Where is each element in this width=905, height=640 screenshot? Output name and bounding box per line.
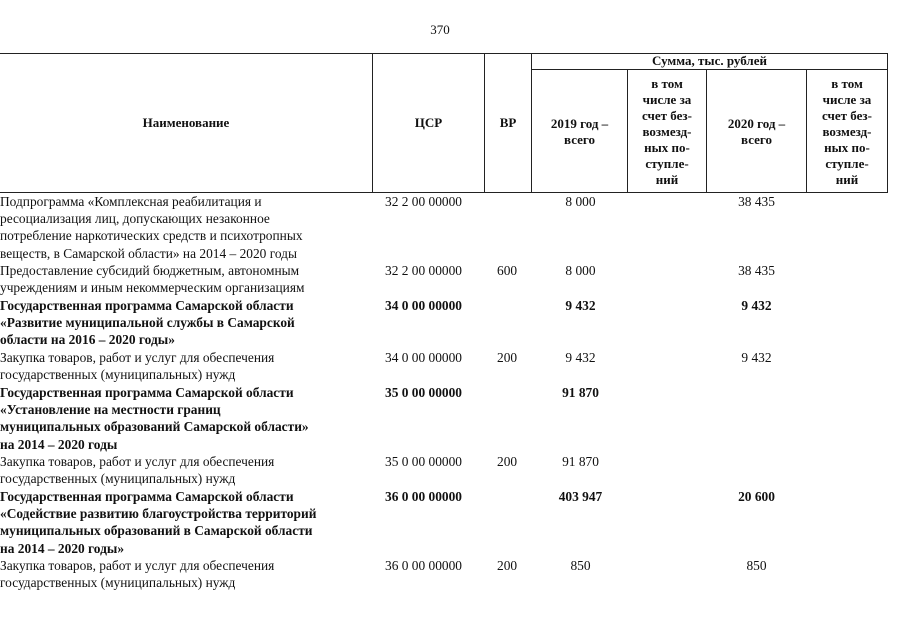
row-2020-total: 9 432 bbox=[741, 350, 772, 365]
row-name-line: веществ, в Самарской области» на 2014 – 2020 годы bbox=[0, 245, 297, 261]
row-name bbox=[0, 384, 372, 453]
header-2020-total-line: всего bbox=[741, 131, 772, 147]
row-name bbox=[0, 453, 372, 487]
row-name-line: государственных (муниципальных) нужд bbox=[0, 367, 236, 383]
header-2019-total-line: всего bbox=[564, 131, 595, 147]
row-2020-total: 38 435 bbox=[738, 263, 775, 278]
row-vr: 200 bbox=[497, 350, 518, 365]
row-vr: 600 bbox=[497, 263, 518, 278]
header-incl-line: счет без- bbox=[642, 107, 692, 123]
row-2019-total: 9 432 bbox=[565, 350, 596, 365]
row-name bbox=[0, 557, 372, 591]
row-2019-total: 91 870 bbox=[562, 385, 599, 400]
header-incl-line: ных по- bbox=[644, 139, 690, 155]
header-incl-line: возмезд- bbox=[822, 123, 872, 139]
row-name bbox=[0, 297, 372, 349]
row-name-line: Закупка товаров, работ и услуг для обеспечения bbox=[0, 454, 275, 469]
row-name-line: учреждениям и иным некоммерческим организациям bbox=[0, 280, 305, 296]
header-sum-group: Сумма, тыс. рублей bbox=[652, 53, 767, 68]
row-vr: 200 bbox=[497, 558, 518, 573]
header-2019-total bbox=[532, 70, 627, 193]
row-name-line: Закупка товаров, работ и услуг для обеспечения bbox=[0, 350, 275, 365]
row-csr: 32 2 00 00000 bbox=[385, 263, 462, 278]
header-incl-line: ных по- bbox=[824, 139, 870, 155]
row-csr: 34 0 00 00000 bbox=[385, 350, 462, 365]
header-incl-line: в том bbox=[831, 75, 863, 91]
row-name-line: Подпрограмма «Комплексная реабилитация и bbox=[0, 194, 262, 209]
row-csr: 32 2 00 00000 bbox=[385, 194, 462, 209]
row-name-line: Государственная программа Самарской области bbox=[0, 385, 294, 400]
header-incl-line: ступле- bbox=[825, 155, 869, 171]
row-name-line: Государственная программа Самарской области bbox=[0, 489, 294, 504]
row-2019-total: 403 947 bbox=[558, 489, 603, 504]
row-name-line: государственных (муниципальных) нужд bbox=[0, 471, 236, 487]
row-2019-total: 8 000 bbox=[565, 263, 596, 278]
row-vr: 200 bbox=[497, 454, 518, 469]
header-csr: ЦСР bbox=[414, 115, 443, 130]
row-name bbox=[0, 349, 372, 383]
row-name-line: Предоставление субсидий бюджетным, автономным bbox=[0, 263, 300, 278]
row-2020-total: 850 bbox=[746, 558, 767, 573]
row-2020-total: 38 435 bbox=[738, 194, 775, 209]
row-name-line: Закупка товаров, работ и услуг для обеспечения bbox=[0, 558, 275, 573]
row-2019-total: 8 000 bbox=[565, 194, 596, 209]
header-incl-line: ний bbox=[655, 171, 679, 187]
header-2019-incl-free bbox=[628, 70, 706, 193]
header-2020-total bbox=[707, 70, 806, 193]
row-name-line: потребление наркотических средств и психотропных bbox=[0, 228, 303, 244]
row-csr: 35 0 00 00000 bbox=[385, 385, 462, 400]
row-name bbox=[0, 488, 372, 557]
row-2020-total: 9 432 bbox=[741, 298, 772, 313]
row-name-line: на 2014 – 2020 годы» bbox=[0, 540, 125, 556]
table-header bbox=[0, 53, 888, 193]
row-csr: 36 0 00 00000 bbox=[385, 489, 462, 504]
row-name-line: области на 2016 – 2020 годы» bbox=[0, 332, 175, 348]
row-name-line: «Развитие муниципальной службы в Самарской bbox=[0, 315, 295, 331]
row-name-line: «Содействие развитию благоустройства территорий bbox=[0, 506, 317, 522]
header-2019-total-line: 2019 год – bbox=[550, 115, 609, 131]
row-name-line: муниципальных образований в Самарской области bbox=[0, 523, 313, 539]
row-name-line: «Установление на местности границ bbox=[0, 402, 221, 418]
header-2020-total-line: 2020 год – bbox=[727, 115, 786, 131]
row-name bbox=[0, 262, 372, 296]
header-incl-line: возмезд- bbox=[642, 123, 692, 139]
row-name-line: государственных (муниципальных) нужд bbox=[0, 575, 236, 591]
header-incl-line: в том bbox=[651, 75, 683, 91]
header-vr: ВР bbox=[499, 115, 517, 130]
header-incl-line: ний bbox=[835, 171, 859, 187]
header-name: Наименование bbox=[142, 115, 230, 130]
row-csr: 35 0 00 00000 bbox=[385, 454, 462, 469]
row-2019-total: 850 bbox=[570, 558, 591, 573]
header-incl-line: ступле- bbox=[645, 155, 689, 171]
row-name-line: на 2014 – 2020 годы bbox=[0, 436, 118, 452]
page-number: 370 bbox=[430, 22, 450, 37]
row-2019-total: 91 870 bbox=[562, 454, 599, 469]
row-name-line: Государственная программа Самарской области bbox=[0, 298, 294, 313]
row-csr: 36 0 00 00000 bbox=[385, 558, 462, 573]
row-name-line: муниципальных образований Самарской области» bbox=[0, 419, 309, 435]
header-incl-line: счет без- bbox=[822, 107, 872, 123]
row-name-line: ресоциализация лиц, допускающих незаконное bbox=[0, 211, 270, 227]
header-2020-incl-free bbox=[807, 70, 887, 193]
row-2020-total: 20 600 bbox=[738, 489, 775, 504]
header-incl-line: числе за bbox=[822, 91, 872, 107]
row-csr: 34 0 00 00000 bbox=[385, 298, 462, 313]
header-incl-line: числе за bbox=[642, 91, 692, 107]
row-2019-total: 9 432 bbox=[565, 298, 596, 313]
row-name bbox=[0, 193, 372, 262]
